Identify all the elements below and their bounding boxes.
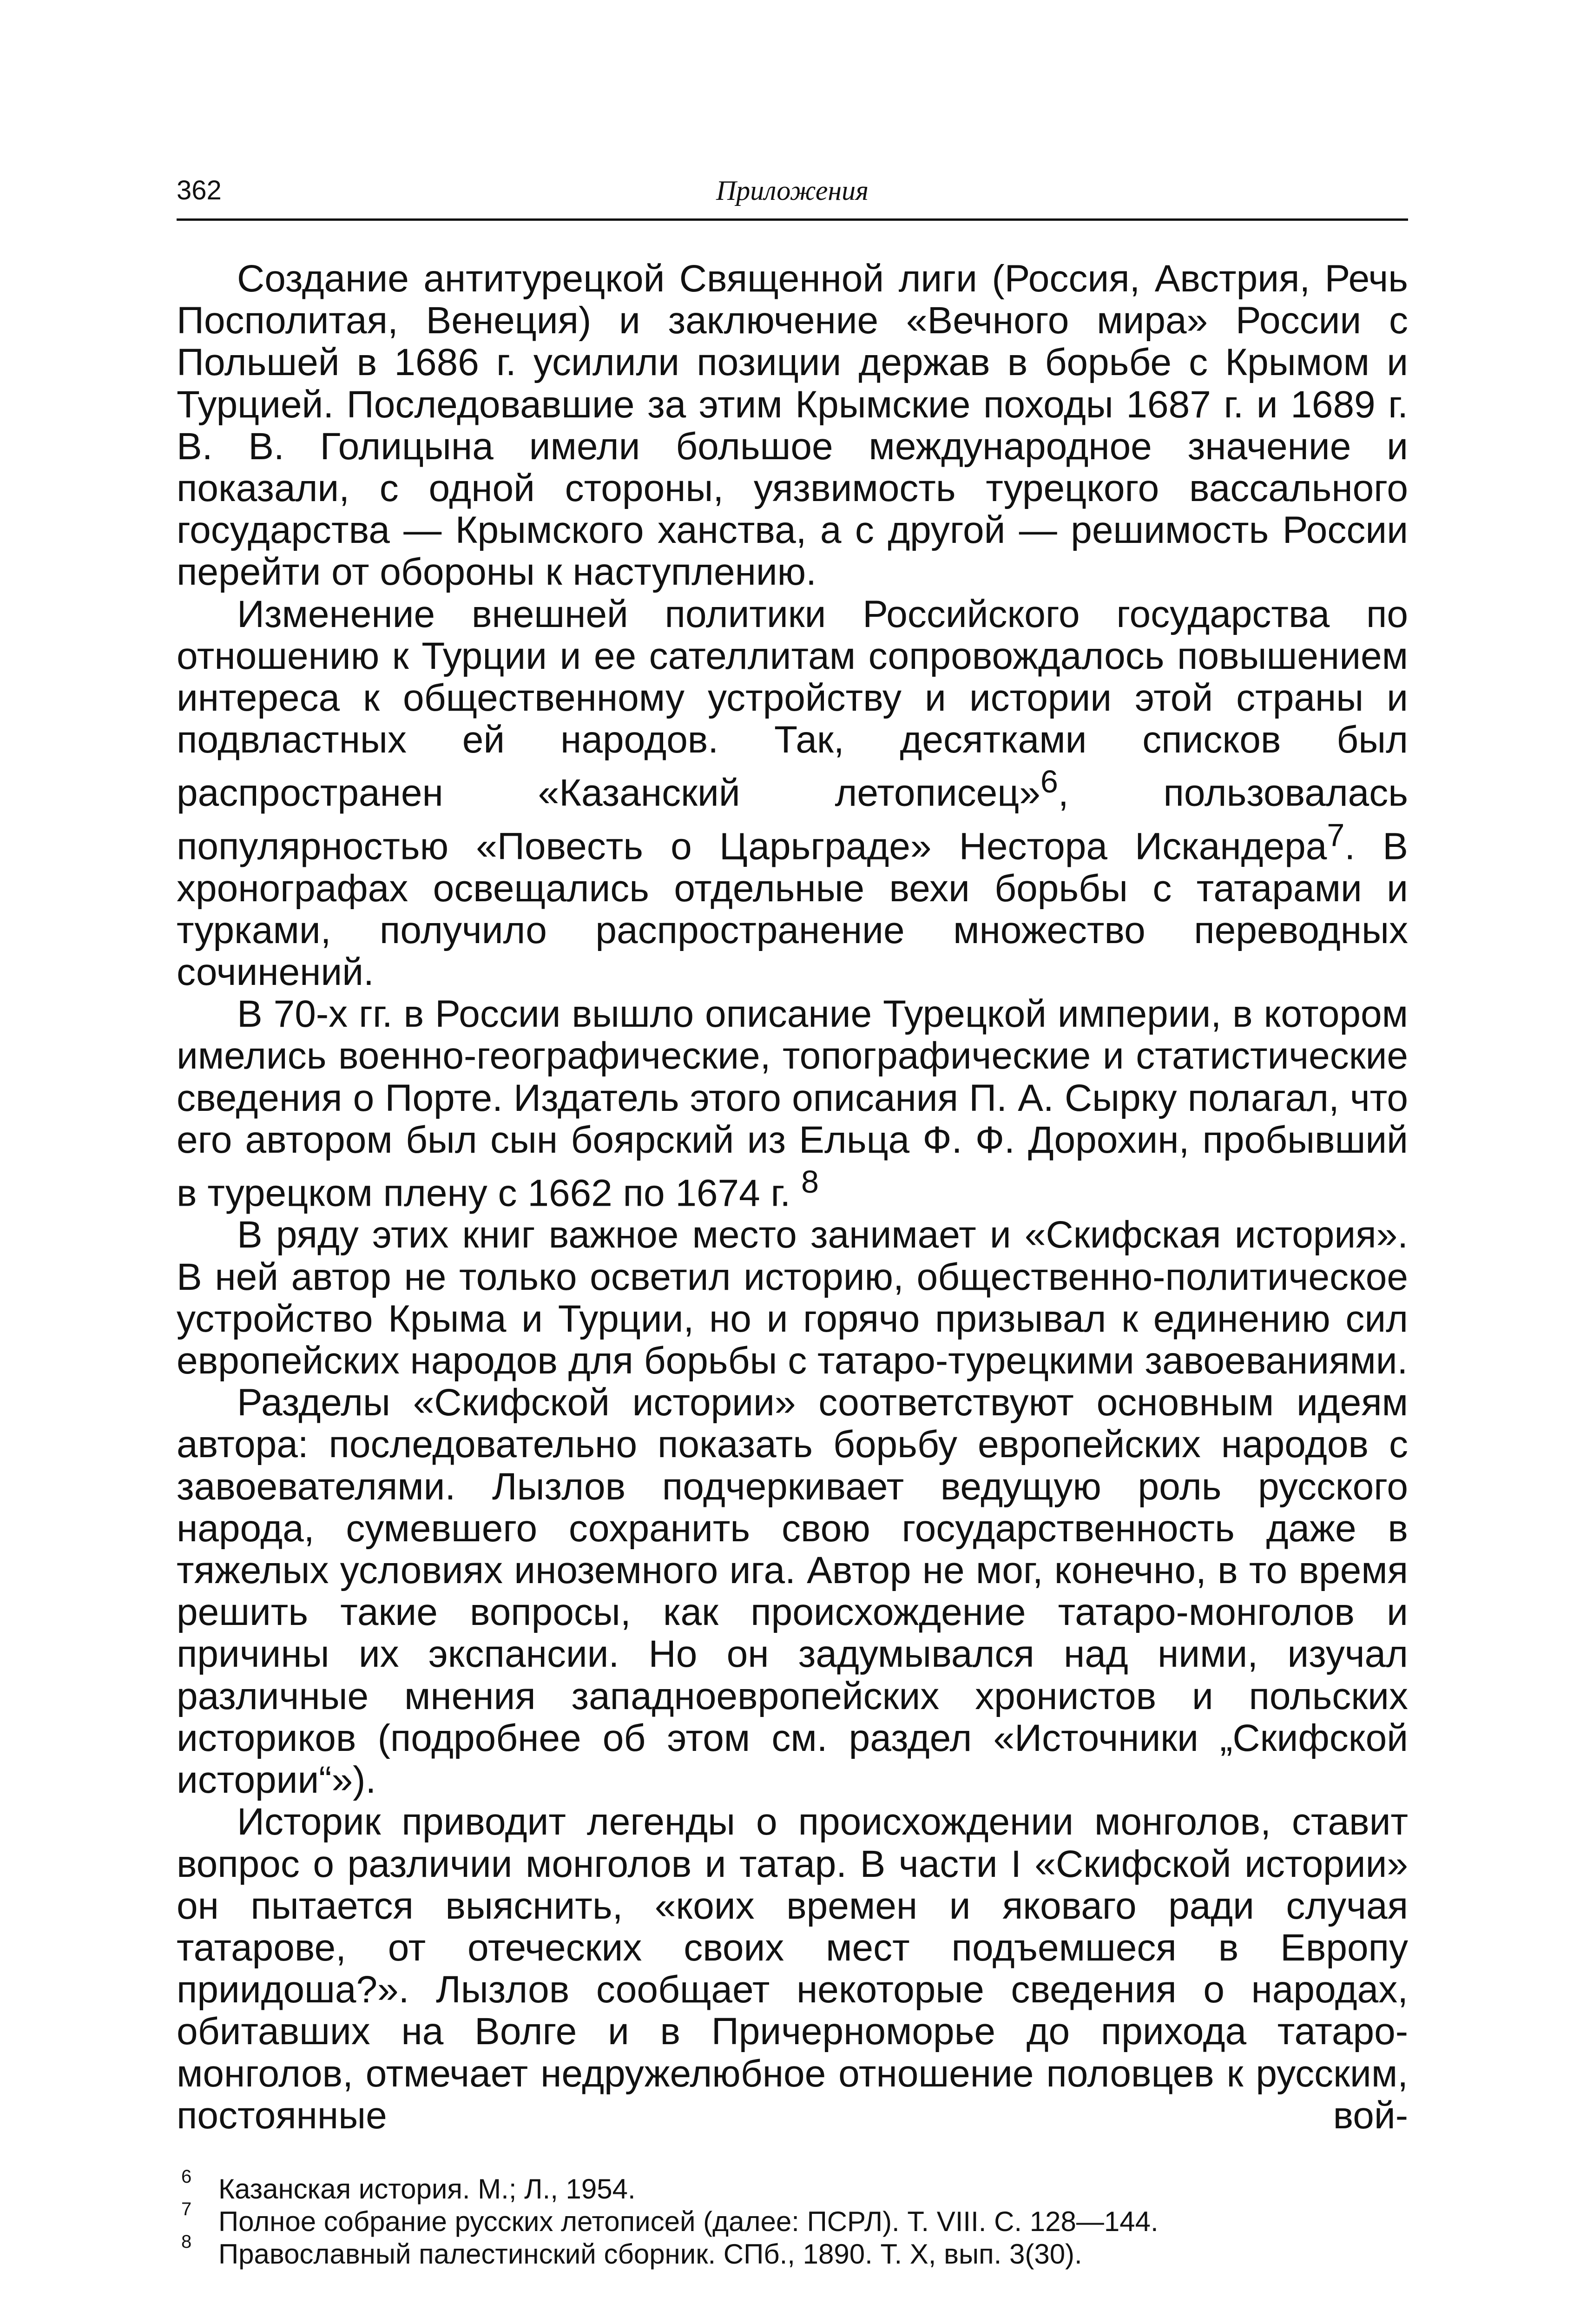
header-rule	[177, 218, 1408, 221]
footnote-number: 7	[181, 2199, 192, 2219]
paragraph-text: , пользовалась популярностью «Повесть о Царьграде» Нестора Искандера	[177, 772, 1408, 868]
paragraph: Разделы «Скифской истории» соответствуют основным идеям автора: последовательно показать борьбу европейских народов с завоевателями. Лызлов подчеркивает ведущую роль русского народа, сумевшего сохранить свою государственность даже в тяжелых условиях иноземного ига. Автор не мог, конечно, в то время решить такие вопросы, как происхождение татаро-монголов и причины их экспансии. Но он задумывался над ними, изучал различные мнения западноевропейских хронистов и польских историков (подробнее об этом см. раздел «Источники „Скифской истории“»).	[177, 1381, 1408, 1802]
footnote-number: 8	[181, 2232, 192, 2252]
paragraph-text: . В хронографах освещались отдельные вехи борьбы с татарами и турками, получило распространение множество переводных сочинений.	[177, 825, 1408, 993]
footnote	[177, 2166, 1408, 2205]
paragraph	[177, 993, 1408, 1214]
paragraph: В ряду этих книг важное место занимает и «Скифская история». В ней автор не только осветил историю, общественно-политическое устройство Крыма и Турции, но и горячо призывал к единению сил европейских народов для борьбы с татаро-турецкими завоеваниями.	[177, 1214, 1408, 1382]
page-header	[177, 167, 1408, 214]
footnote-text: Православный палестинский сборник. СПб., 1890. Т. X, вып. 3(30).	[218, 2238, 1082, 2270]
paragraph: Создание антитурецкой Священной лиги (Россия, Австрия, Речь Посполитая, Венеция) и заключение «Вечного мира» России с Польшей в 1686 г. усилили позиции держав в борьбе с Крымом и Турцией. Последовавшие за этим Крымские походы 1687 г. и 1689 г. В. В. Голицына имели большое международное значение и показали, с одной стороны, уязвимость турецкого вассального государства — Крымского ханства, а с другой — решимость России перейти от обороны к наступлению.	[177, 257, 1408, 594]
footnote-reference: 7	[1327, 817, 1345, 853]
paragraph-text: В 70-х гг. в России вышло описание Турецкой империи, в котором имелись военно-географические, топографические и статистические сведения о Порте. Издатель этого описания П. А. Сырку полагал, что его автором был сын боярский из Ельца Ф. Ф. Дорохин, пробывший в турецком плену с 1662 по 1674 г.	[177, 993, 1408, 1215]
footnotes	[177, 2166, 1408, 2271]
footnote-text: Полное собрание русских летописей (далее: ПСРЛ). Т. VIII. С. 128—144.	[218, 2206, 1159, 2237]
running-title: Приложения	[716, 175, 869, 206]
footnote-number: 6	[181, 2166, 192, 2187]
paragraph	[177, 594, 1408, 993]
page-number: 362	[177, 175, 222, 205]
footnote-text: Казанская история. М.; Л., 1954.	[218, 2173, 636, 2205]
paragraph: Историк приводит легенды о происхождении монголов, ставит вопрос о различии монголов и татар. В части I «Скифской истории» он пытается выяснить, «коих времен и яковаго ради случая татарове, от отеческих своих мест подъемшеся в Европу приидоша?». Лызлов сообщает некоторые сведения о народах, обитавших на Волге и в Причерноморье до прихода татаро-монголов, отмечает недружелюбное отношение половцев к русским, постоянные вой-	[177, 1801, 1408, 2137]
footnote	[177, 2232, 1408, 2271]
paragraph-text: Изменение внешней политики Российского государства по отношению к Турции и ее сателлитам сопровождалось повышением интереса к общественному устройству и истории этой страны и подвластных ей народов. Так, десятками списков был распространен «Казанский летописец»	[177, 593, 1408, 814]
footnote-reference: 8	[801, 1164, 819, 1200]
footnote-reference: 6	[1040, 764, 1058, 800]
body-text	[177, 258, 1408, 2137]
footnote	[177, 2199, 1408, 2238]
